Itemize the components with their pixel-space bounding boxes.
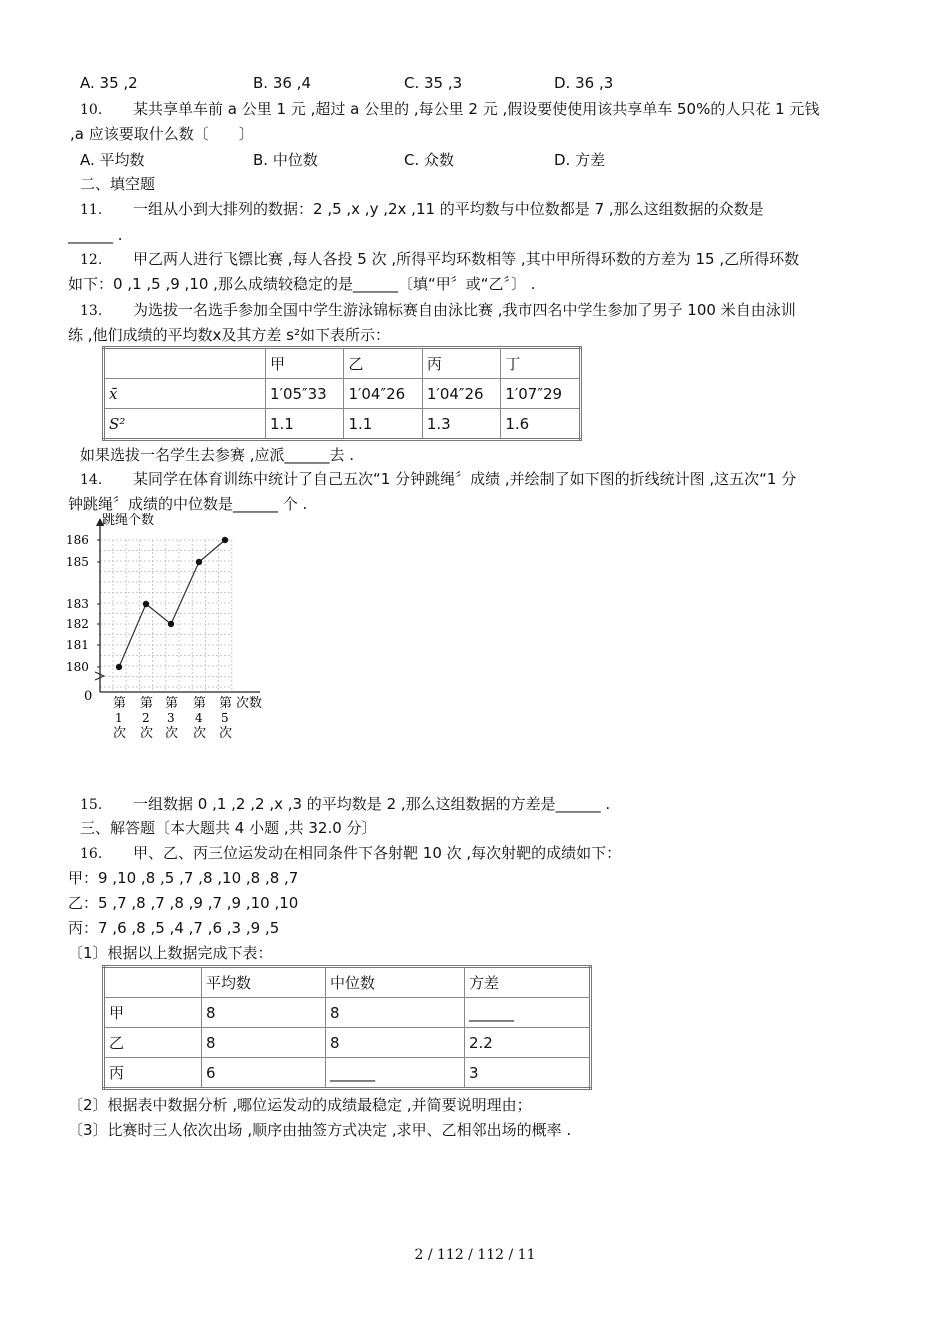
x-tick-label: 第: [165, 696, 179, 711]
q13-header-bing: 丙: [422, 348, 500, 379]
x-tick-label: 次: [113, 726, 127, 741]
q16-number: 16.: [80, 846, 103, 862]
q11-number: 11.: [80, 202, 103, 218]
x-tick-label: 2: [142, 711, 150, 725]
q10-option-b: B. 中位数: [253, 151, 318, 169]
q16-part3: 〔3〕比赛时三人依次出场 ,顺序由抽签方式决定 ,求甲、乙相邻出场的概率 .: [68, 1121, 572, 1139]
q14-number: 14.: [80, 472, 103, 488]
table-row: [104, 967, 591, 998]
q12-text: 甲乙两人进行飞镖比赛 ,每人各投 5 次 ,所得平均环数相等 ,其中甲所得环数的方差为 15 ,乙所得环数: [133, 250, 800, 268]
table-row: [104, 998, 591, 1028]
y-tick-label: 183: [66, 597, 89, 611]
q16-table: [102, 965, 592, 1090]
data-point: [143, 601, 149, 607]
q11-text: 一组从小到大排列的数据：2 ,5 ,x ,y ,2x ,11 的平均数与中位数都是 7 ,那么这组数据的众数是: [133, 200, 764, 218]
q10-text: 某共享单车前 a 公里 1 元 ,超过 a 公里的 ,每公里 2 元 ,假设要使使用该共享单车 50%的人只花 1 元钱: [133, 100, 820, 118]
x-tick-label: 第: [193, 696, 207, 711]
x-tick-label: 5: [221, 711, 229, 725]
q16-text: 甲、乙、丙三位运发动在相同条件下各射靶 10 次 ,每次射靶的成绩如下：: [133, 844, 622, 862]
q16-header-median: 中位数: [326, 967, 465, 998]
q14-line1: [80, 469, 796, 490]
x-tick-label: 第: [113, 696, 127, 711]
table-cell: 1.1: [266, 409, 344, 440]
q16-header-variance: 方差: [465, 967, 591, 998]
data-point: [222, 537, 228, 543]
table-cell: 8: [326, 998, 465, 1028]
table-cell: 1′05″33: [266, 379, 344, 409]
q13-header-blank: [104, 348, 266, 379]
data-point: [116, 664, 122, 670]
table-cell: 1.3: [422, 409, 500, 440]
x-axis-label: 次数: [236, 696, 263, 711]
q15-line1: [80, 794, 610, 815]
q10-option-d: D. 方差: [554, 151, 606, 169]
table-cell: 2.2: [465, 1028, 591, 1058]
y-tick-label: 181: [66, 638, 89, 652]
x-tick-label: 次: [219, 726, 233, 741]
q13-row-label-variance: S²: [104, 409, 266, 440]
q13-number: 13.: [80, 303, 103, 319]
q10-line1: [80, 99, 819, 120]
q13-line2: 练 ,他们成绩的平均数x及其方差 s²如下表所示：: [68, 326, 391, 344]
q10-line2: ,a 应该要取什么数〔 〕: [70, 125, 254, 143]
jump-rope-line-chart: [60, 512, 290, 747]
q13-row-label-mean: x̄: [104, 379, 266, 409]
q16-line1: [80, 843, 621, 864]
table-cell: 8: [326, 1028, 465, 1058]
page-footer: 2 / 112 / 112 / 11: [414, 1247, 536, 1263]
table-cell: 甲: [104, 998, 202, 1028]
q10-option-c: C. 众数: [404, 151, 455, 169]
data-point: [168, 621, 174, 627]
q16-part2: 〔2〕根据表中数据分析 ,哪位运发动的成绩最稳定 ,并简要说明理由；: [68, 1096, 532, 1114]
q13-after: 如果选拔一名学生去参赛 ,应派______去 .: [80, 446, 355, 464]
q9-option-b: B. 36 ,4: [253, 74, 311, 92]
q9-option-d: D. 36 ,3: [554, 74, 614, 92]
q11-line2: ______ .: [68, 226, 123, 244]
table-cell: 1′07″29: [501, 379, 581, 409]
q16-part1: 〔1〕根据以上数据完成下表：: [68, 944, 273, 962]
table-row: [104, 379, 581, 409]
table-cell: 1.1: [344, 409, 422, 440]
q10-number: 10.: [80, 102, 103, 118]
q9-option-a: A. 35 ,2: [80, 74, 138, 92]
q14-text: 某同学在体育训练中统计了自己五次“1 分钟跳绳〞成绩 ,并绘制了如下图的折线统计图 ,这五次“1 分: [133, 470, 797, 488]
table-cell: 8: [202, 998, 326, 1028]
table-cell: 丙: [104, 1058, 202, 1089]
table-cell: 1′04″26: [422, 379, 500, 409]
q13-header-ding: 丁: [501, 348, 581, 379]
q12-line2: 如下：0 ,1 ,5 ,9 ,10 ,那么成绩较稳定的是______〔填“甲〞或“乙〞〕 .: [68, 275, 536, 293]
series-line: [119, 540, 225, 667]
answer-blank: ______: [465, 998, 591, 1028]
table-cell: 8: [202, 1028, 326, 1058]
q13-header-yi: 乙: [344, 348, 422, 379]
x-tick-label: 次: [193, 726, 207, 741]
q13-table: [102, 346, 582, 441]
q15-number: 15.: [80, 797, 103, 813]
q12-line1: [80, 249, 799, 270]
q13-text: 为选拔一名选手参加全国中学生游泳锦标赛自由泳比赛 ,我市四名中学生参加了男子 100 米自由泳训: [133, 301, 796, 319]
x-tick-label: 次: [165, 726, 179, 741]
table-cell: 3: [465, 1058, 591, 1089]
x-tick-label: 次: [140, 726, 154, 741]
data-point: [196, 559, 202, 565]
q15-text: 一组数据 0 ,1 ,2 ,2 ,x ,3 的平均数是 2 ,那么这组数据的方差是______ .: [133, 795, 611, 813]
origin-label: 0: [84, 689, 93, 704]
x-tick-label: 第: [219, 696, 233, 711]
q13-line1: [80, 300, 796, 321]
q12-number: 12.: [80, 252, 103, 268]
q10-option-a: A. 平均数: [80, 151, 145, 169]
table-row: [104, 348, 581, 379]
y-tick-label: 180: [66, 660, 89, 674]
q14-line2: 钟跳绳〞成绩的中位数是______ 个 .: [68, 495, 308, 513]
y-tick-label: 185: [66, 555, 89, 569]
x-tick-label: 3: [167, 711, 175, 725]
x-tick-label: 第: [140, 696, 154, 711]
table-row: [104, 409, 581, 440]
table-cell: 1.6: [501, 409, 581, 440]
q16-data-yi: 乙：5 ,7 ,8 ,7 ,8 ,9 ,7 ,9 ,10 ,10: [68, 894, 299, 912]
answer-blank: ______: [326, 1058, 465, 1089]
section2-title: 二、填空题: [80, 175, 156, 193]
table-row: [104, 1058, 591, 1089]
table-row: [104, 1028, 591, 1058]
q16-header-blank: [104, 967, 202, 998]
x-tick-label: 1: [115, 711, 123, 725]
q16-data-bing: 丙：7 ,6 ,8 ,5 ,4 ,7 ,6 ,3 ,9 ,5: [68, 919, 280, 937]
table-cell: 1′04″26: [344, 379, 422, 409]
section3-title: 三、解答题〔本大题共 4 小题 ,共 32.0 分〕: [80, 819, 377, 837]
y-tick-label: 182: [66, 617, 89, 631]
table-cell: 6: [202, 1058, 326, 1089]
q9-option-c: C. 35 ,3: [404, 74, 463, 92]
y-axis-label: 跳绳个数: [102, 513, 155, 528]
q16-data-jia: 甲：9 ,10 ,8 ,5 ,7 ,8 ,10 ,8 ,8 ,7: [68, 869, 299, 887]
table-cell: 乙: [104, 1028, 202, 1058]
q16-header-mean: 平均数: [202, 967, 326, 998]
q13-header-jia: 甲: [266, 348, 344, 379]
y-tick-label: 186: [66, 533, 89, 547]
q11-line1: [80, 199, 764, 220]
x-tick-label: 4: [195, 711, 203, 725]
